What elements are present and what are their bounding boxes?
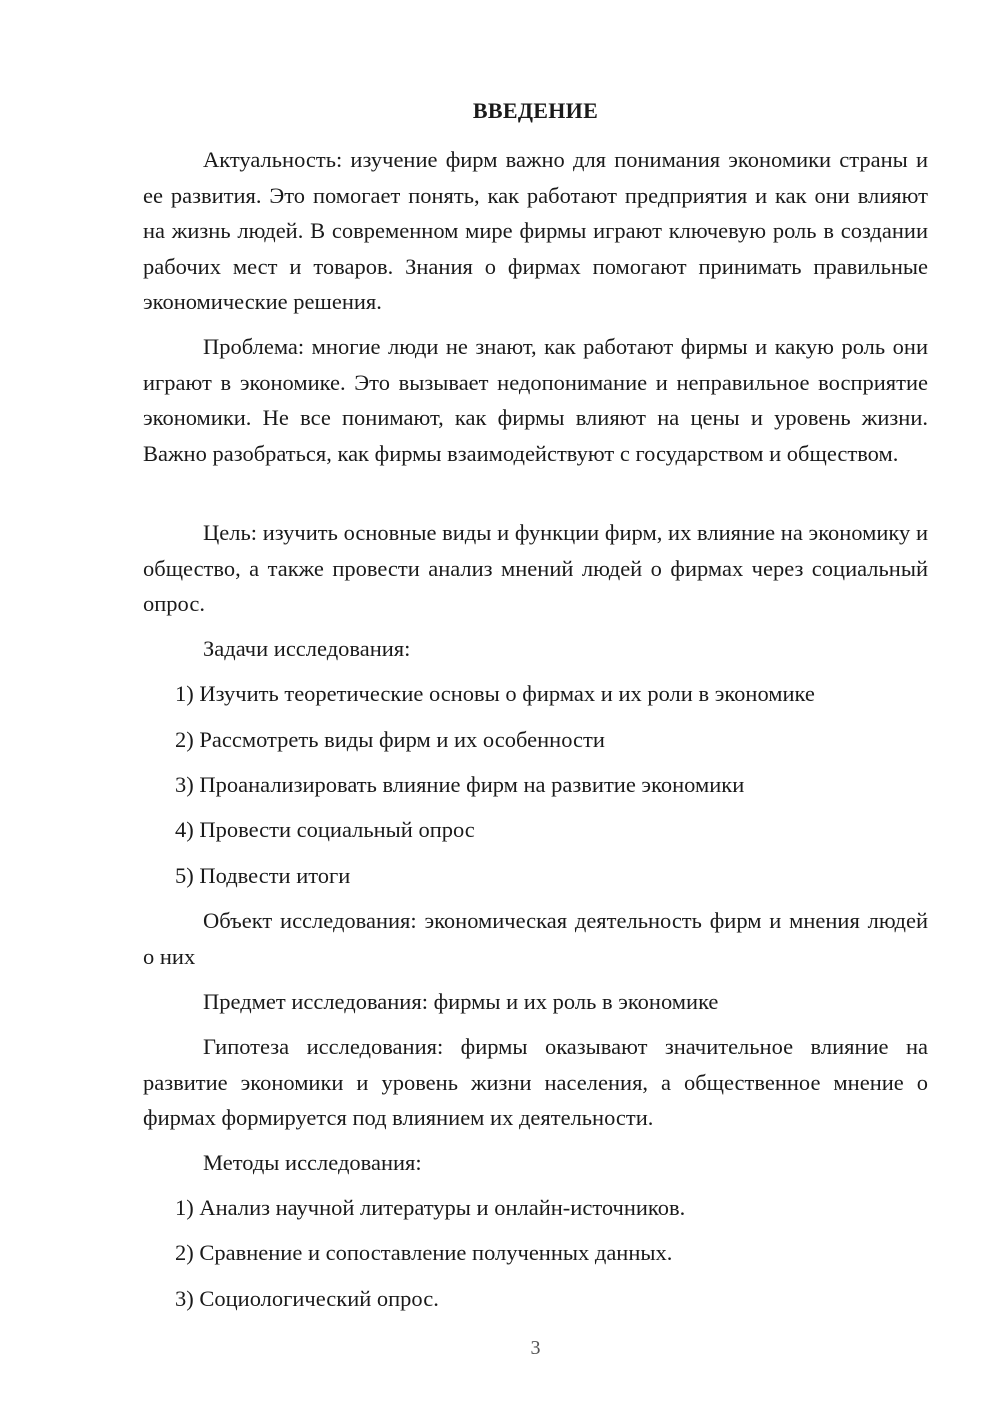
tasks-heading: Задачи исследования: <box>203 636 411 661</box>
problem-paragraph: Проблема: многие люди не знают, как работают фирмы и какую роль они играют в экономике. Это вызывает недопонимание и неправильное восприятие экономики. Не все понимают, как фирмы влияют на цены и уровень жизни. Важно разобраться, как фирмы взаимодействуют с государством и обществом. <box>143 334 928 466</box>
page-title: ВВЕДЕНИЕ <box>472 98 599 123</box>
method-item: 1) Анализ научной литературы и онлайн-источников. <box>175 1195 686 1220</box>
page-number: 3 <box>530 1337 541 1359</box>
object-paragraph: Объект исследования: экономическая деятельность фирм и мнения людей о них <box>143 908 928 969</box>
task-item: 3) Проанализировать влияние фирм на развитие экономики <box>175 772 745 797</box>
method-item: 2) Сравнение и сопоставление полученных данных. <box>175 1240 673 1265</box>
subject-line: Предмет исследования: фирмы и их роль в экономике <box>203 989 719 1014</box>
relevance-paragraph: Актуальность: изучение фирм важно для понимания экономики страны и ее развития. Это помогает понять, как работают предприятия и как они влияют на жизнь людей. В современном мире фирмы играют ключевую роль в создании рабочих мест и товаров. Знания о фирмах помогают принимать правильные экономические решения. <box>143 147 928 314</box>
goal-paragraph: Цель: изучить основные виды и функции фирм, их влияние на экономику и общество, а также провести анализ мнений людей о фирмах через социальный опрос. <box>143 520 928 616</box>
task-item: 4) Провести социальный опрос <box>175 817 475 842</box>
hypothesis-paragraph: Гипотеза исследования: фирмы оказывают значительное влияние на развитие экономики и уровень жизни населения, а общественное мнение о фирмах формируется под влиянием их деятельности. <box>143 1034 928 1130</box>
task-item: 5) Подвести итоги <box>175 863 351 888</box>
task-item: 1) Изучить теоретические основы о фирмах и их роли в экономике <box>175 681 815 706</box>
methods-heading: Методы исследования: <box>203 1150 422 1175</box>
method-item: 3) Социологический опрос. <box>175 1286 439 1311</box>
task-item: 2) Рассмотреть виды фирм и их особенности <box>175 727 605 752</box>
